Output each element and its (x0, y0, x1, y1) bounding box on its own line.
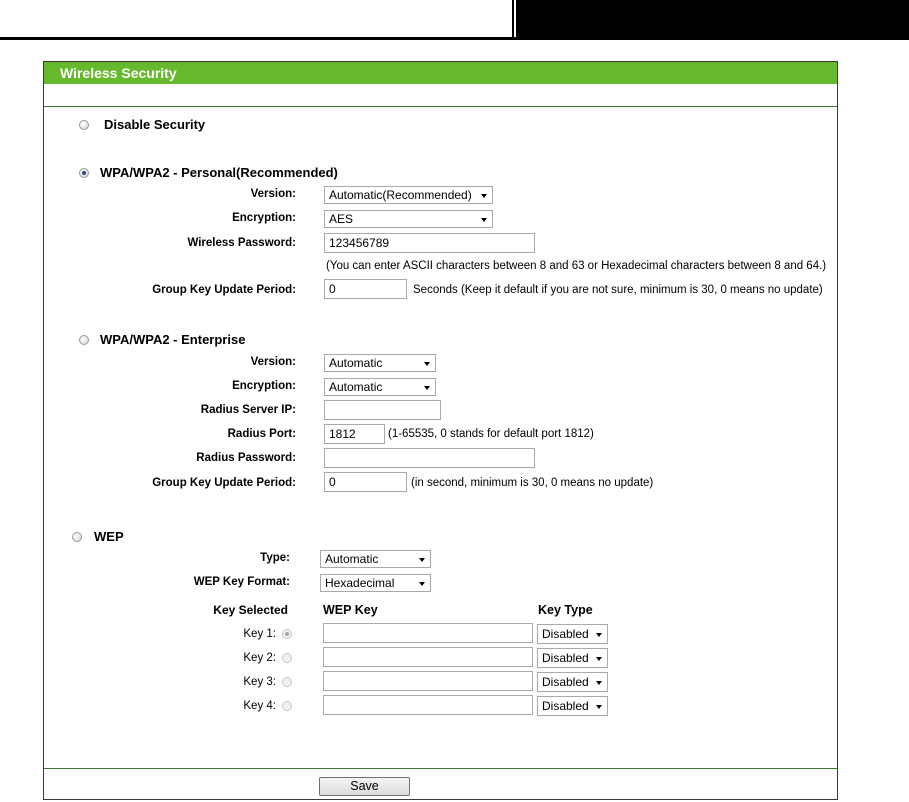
enterprise-encryption-value: Automatic (329, 380, 383, 394)
radius-server-ip-label: Radius Server IP: (200, 404, 296, 416)
personal-version-label: Version: (250, 188, 296, 200)
header-block (516, 0, 909, 37)
key-1-type-value: Disabled (542, 627, 589, 641)
enterprise-encryption-select[interactable] (324, 378, 436, 396)
disable-security-label: Disable Security (104, 117, 206, 132)
personal-gkup-note: Seconds (Keep it default if you are not sure, minimum is 30, 0 means no update) (413, 284, 823, 296)
enterprise-gkup-input[interactable]: 0 (324, 472, 407, 492)
wpa-personal-radio[interactable] (79, 168, 89, 178)
wep-type-select[interactable] (320, 550, 431, 568)
key-2-input[interactable] (323, 647, 533, 667)
wep-key-format-select[interactable] (320, 574, 431, 592)
enterprise-gkup-note: (in second, minimum is 30, 0 means no update) (411, 477, 654, 489)
key-1-type-select[interactable] (537, 624, 608, 644)
chevron-down-icon (424, 362, 430, 366)
key-3-type-value: Disabled (542, 675, 589, 689)
key-1-radio[interactable] (282, 629, 292, 639)
save-button[interactable]: Save (319, 777, 410, 796)
page-title: Wireless Security (60, 65, 177, 81)
wpa-personal-title: WPA/WPA2 - Personal(Recommended) (100, 165, 338, 180)
wpa-enterprise-title: WPA/WPA2 - Enterprise (100, 332, 246, 347)
key-2-radio[interactable] (282, 653, 292, 663)
enterprise-encryption-label: Encryption: (232, 380, 296, 392)
wep-type-label: Type: (260, 552, 290, 564)
personal-encryption-label: Encryption: (232, 212, 296, 224)
key-2-label: Key 2: (243, 652, 276, 664)
key-3-type-select[interactable] (537, 672, 608, 692)
chevron-down-icon (419, 582, 425, 586)
header-divider (44, 106, 837, 107)
personal-encryption-value: AES (329, 212, 354, 226)
wep-radio[interactable] (72, 532, 82, 542)
chevron-down-icon (596, 633, 602, 637)
key-type-column-header: Key Type (538, 603, 593, 617)
header-separator (512, 0, 514, 37)
wireless-password-input[interactable]: 123456789 (324, 233, 535, 253)
footer-divider (44, 768, 837, 769)
enterprise-version-label: Version: (250, 356, 296, 368)
radius-password-label: Radius Password: (196, 452, 296, 464)
chevron-down-icon (596, 681, 602, 685)
key-1-label: Key 1: (243, 628, 276, 640)
chevron-down-icon (424, 386, 430, 390)
header-rule (0, 37, 909, 40)
radius-port-label: Radius Port: (227, 428, 296, 440)
personal-gkup-label: Group Key Update Period: (152, 284, 296, 296)
radius-password-input[interactable] (324, 448, 535, 468)
chevron-down-icon (419, 558, 425, 562)
wep-key-column-header: WEP Key (323, 603, 378, 617)
key-3-radio[interactable] (282, 677, 292, 687)
key-3-input[interactable] (323, 671, 533, 691)
chevron-down-icon (481, 194, 487, 198)
wireless-password-note: (You can enter ASCII characters between 8 and 63 or Hexadecimal characters between 8 and 64.) (326, 260, 827, 272)
personal-version-value: Automatic(Recommended) (329, 188, 472, 202)
enterprise-version-value: Automatic (329, 356, 383, 370)
key-1-input[interactable] (323, 623, 533, 643)
key-4-label: Key 4: (243, 700, 276, 712)
key-2-type-value: Disabled (542, 651, 589, 665)
wireless-password-label: Wireless Password: (187, 237, 296, 249)
personal-gkup-input[interactable]: 0 (324, 279, 407, 299)
key-4-type-value: Disabled (542, 699, 589, 713)
personal-version-select[interactable] (324, 186, 493, 204)
wpa-enterprise-radio[interactable] (79, 335, 89, 345)
wep-type-value: Automatic (325, 552, 379, 566)
wep-key-format-value: Hexadecimal (325, 576, 395, 590)
enterprise-version-select[interactable] (324, 354, 436, 372)
key-4-input[interactable] (323, 695, 533, 715)
enterprise-gkup-label: Group Key Update Period: (152, 477, 296, 489)
key-3-label: Key 3: (243, 676, 276, 688)
chevron-down-icon (481, 218, 487, 222)
chevron-down-icon (596, 705, 602, 709)
key-selected-column-header: Key Selected (213, 603, 288, 617)
personal-encryption-select[interactable] (324, 210, 493, 228)
wep-title: WEP (94, 529, 124, 544)
chevron-down-icon (596, 657, 602, 661)
key-2-type-select[interactable] (537, 648, 608, 668)
wep-key-format-label: WEP Key Format: (193, 576, 290, 588)
radius-port-input[interactable]: 1812 (324, 424, 385, 444)
radius-server-ip-input[interactable] (324, 400, 441, 420)
key-4-radio[interactable] (282, 701, 292, 711)
radius-port-note: (1-65535, 0 stands for default port 1812) (388, 428, 594, 440)
key-4-type-select[interactable] (537, 696, 608, 716)
disable-security-radio[interactable] (79, 120, 89, 130)
